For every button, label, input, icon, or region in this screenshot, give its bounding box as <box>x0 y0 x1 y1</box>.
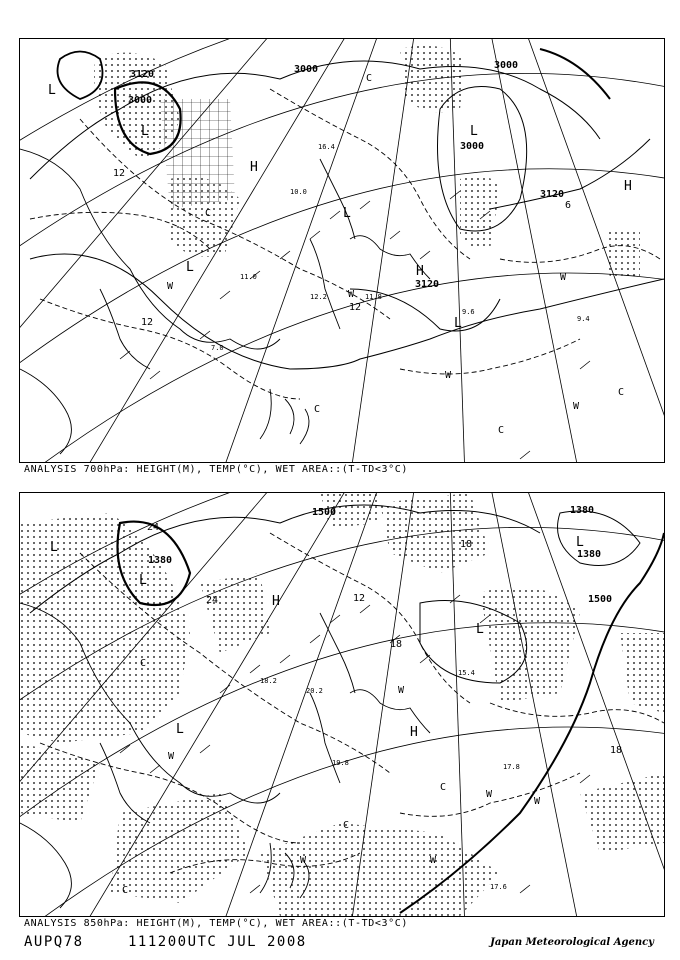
station-value: 19.8 <box>332 759 349 767</box>
isotherm-label: 12 <box>141 317 154 328</box>
station-value: 9.4 <box>577 315 590 323</box>
station-value: 10.0 <box>290 188 307 196</box>
cold-center: C <box>440 782 447 793</box>
low-center: L <box>48 83 56 98</box>
height-label: 3120 <box>415 279 440 290</box>
isotherm-label: 18 <box>610 745 623 756</box>
station-value: 18.2 <box>260 677 277 685</box>
cold-center: C <box>205 208 212 219</box>
map-panel-700hpa <box>19 38 665 463</box>
height-label: 1500 <box>588 594 613 605</box>
warm-center: W <box>167 281 174 292</box>
warm-center: W <box>398 685 405 696</box>
height-label: 3000 <box>128 95 153 106</box>
isotherm-label: 18 <box>390 639 403 650</box>
height-label: 1380 <box>148 555 173 566</box>
isotherm-label: 12 <box>353 593 366 604</box>
station-value: 20.2 <box>306 687 323 695</box>
low-center: L <box>576 535 584 550</box>
station-value: 16.4 <box>318 143 335 151</box>
low-center: L <box>139 573 147 588</box>
low-center: L <box>343 206 351 221</box>
cold-center: C <box>314 404 321 415</box>
station-values <box>211 143 590 352</box>
low-center: L <box>470 124 478 139</box>
isotherm-label: 12 <box>349 302 362 313</box>
cold-center: C <box>618 387 625 398</box>
isotherm-label: 6 <box>565 200 572 211</box>
wet-areas <box>20 493 664 916</box>
low-center: L <box>176 722 184 737</box>
map-850hpa <box>20 493 664 916</box>
station-value: 11.8 <box>365 293 382 301</box>
height-label: 3120 <box>130 69 155 80</box>
station-value: 9.6 <box>462 308 475 316</box>
height-label: 3000 <box>494 60 519 71</box>
temperature-centers <box>167 73 624 436</box>
low-center: L <box>454 316 462 331</box>
height-label: 3120 <box>540 189 565 200</box>
warm-center: W <box>573 401 580 412</box>
agency-credit: Japan Meteorological Agency <box>490 937 654 948</box>
station-value: 15.4 <box>458 669 475 677</box>
low-center: L <box>50 540 58 555</box>
low-center: L <box>186 260 194 275</box>
low-center: L <box>141 124 149 139</box>
isotherm-label: 24 <box>206 595 219 606</box>
high-center: H <box>410 725 418 740</box>
height-label: 3000 <box>460 141 485 152</box>
caption-850hpa: ANALYSIS 850hPa: HEIGHT(M), TEMP(°C), WET AREA::(T-TD<3°C) <box>24 918 408 929</box>
cold-center: C <box>498 425 505 436</box>
station-value: 12.2 <box>310 293 327 301</box>
station-value: 7.0 <box>211 344 224 352</box>
station-value: 17.6 <box>490 883 507 891</box>
high-center: H <box>250 160 258 175</box>
warm-center: W <box>348 289 355 300</box>
warm-center: W <box>430 855 437 866</box>
high-center: H <box>416 264 424 279</box>
height-label: 1500 <box>312 507 337 518</box>
caption-700hpa: ANALYSIS 700hPa: HEIGHT(M), TEMP(°C), WET AREA::(T-TD<3°C) <box>24 464 408 475</box>
height-label: 1380 <box>570 505 595 516</box>
valid-time: 111200UTC JUL 2008 <box>128 934 307 950</box>
isotherm-label: 12 <box>113 168 126 179</box>
cold-center: C <box>366 73 373 84</box>
warm-center: W <box>534 796 541 807</box>
high-center: H <box>272 594 280 609</box>
cold-center: C <box>140 658 147 669</box>
map-panel-850hpa <box>19 492 665 917</box>
map-700hpa <box>20 39 664 462</box>
warm-center: W <box>168 751 175 762</box>
warm-center: W <box>560 272 567 283</box>
isotherm-label: 18 <box>460 539 473 550</box>
isotherm-label: 24 <box>147 522 160 533</box>
cold-center: C <box>343 820 350 831</box>
low-center: L <box>476 622 484 637</box>
warm-center: W <box>486 789 493 800</box>
warm-center: W <box>300 855 307 866</box>
station-value: 11.0 <box>240 273 257 281</box>
warm-center: W <box>445 370 452 381</box>
cold-center: C <box>122 885 129 896</box>
chart-id: AUPQ78 <box>24 934 84 950</box>
station-value: 17.8 <box>503 763 520 771</box>
height-label: 1380 <box>577 549 602 560</box>
height-label: 3000 <box>294 64 319 75</box>
high-center: H <box>624 179 632 194</box>
